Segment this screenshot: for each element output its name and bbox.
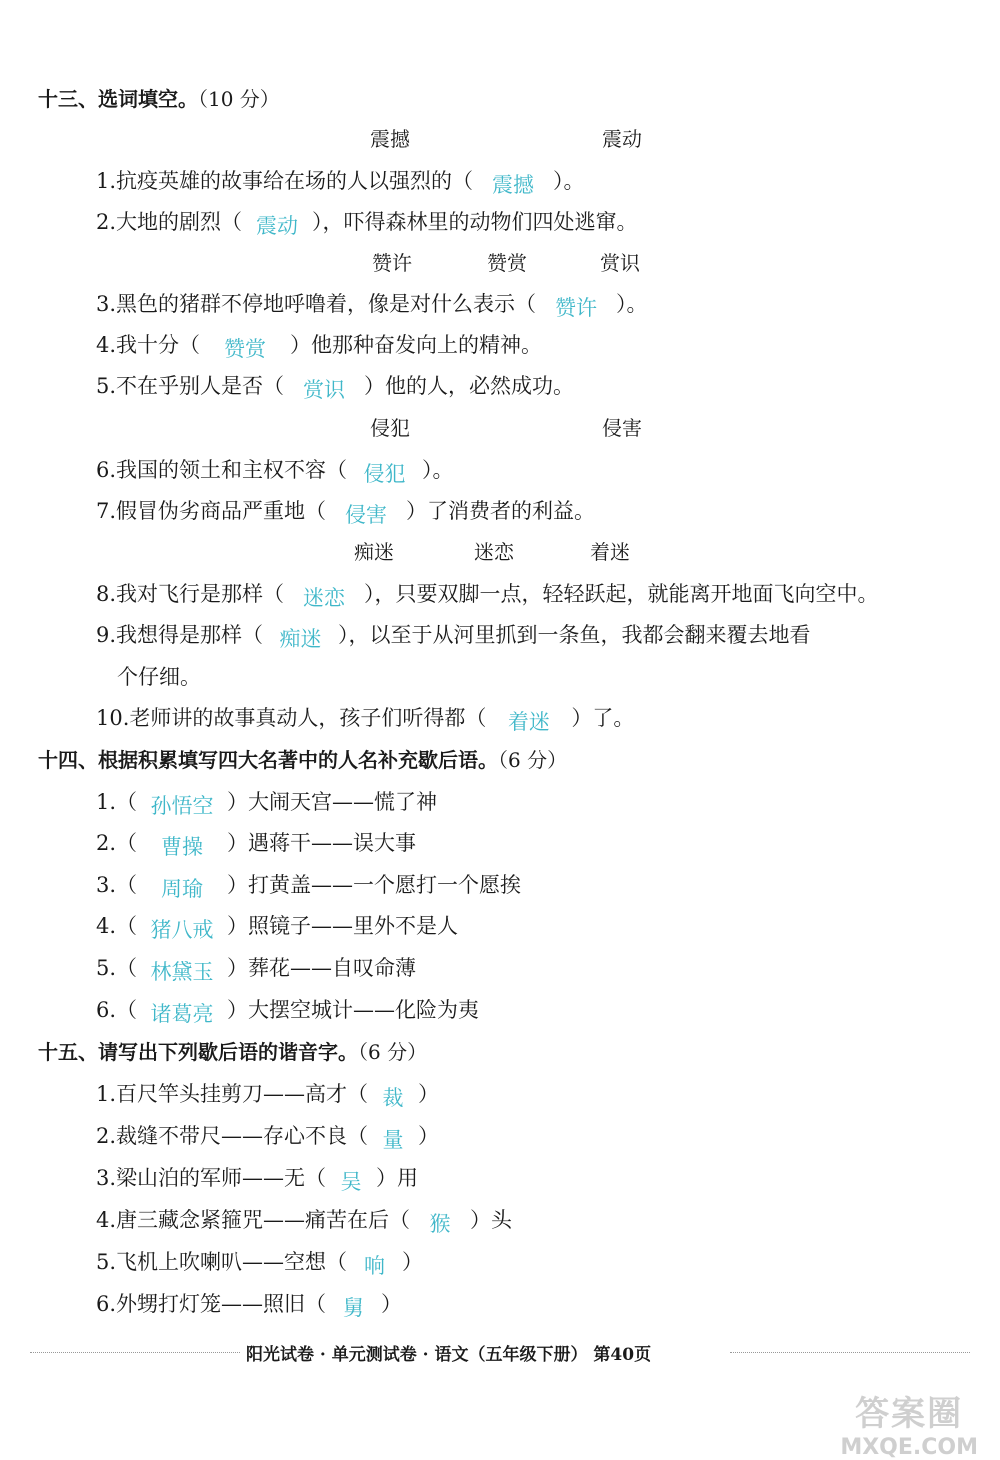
question-number: 9. [96,623,117,647]
question-number: 6. [96,1292,117,1316]
answer: 诸葛亮 [150,1002,214,1026]
question-text: ）照镜子——里外不是人 [227,914,459,938]
section-14-title [38,745,567,775]
section-13-points: （10 分） [198,87,280,111]
answer: 曹操 [161,835,204,859]
answer: 侵害 [345,503,388,527]
section-15-points: （6 分） [358,1040,428,1064]
section-15-title [38,1037,427,1067]
question-15-6 [96,1289,402,1319]
section-15-heading: 十五、请写出下列歇后语的谐音字。 [38,1040,358,1064]
question-13-9 [96,620,811,650]
question-text: ） [381,1292,403,1316]
answer: 响 [364,1254,386,1278]
open-paren: （ [116,914,138,938]
word-option: 震撼 [370,127,410,151]
answer: 着迷 [507,710,550,734]
word-option: 痴迷 [354,540,394,564]
question-text: ）。 [422,458,454,482]
question-15-2 [96,1121,439,1151]
question-number: 1. [96,169,117,193]
question-text: ），只要双脚一点，轻轻跃起，就能离开地面飞向空中。 [364,582,879,606]
question-text: ），吓得森林里的动物们四处逃窜。 [312,210,638,234]
question-text: ） [418,1124,440,1148]
question-number: 6. [96,458,117,482]
answer: 侵犯 [363,462,406,486]
question-text: 唐三藏念紧箍咒——痛苦在后（ [116,1208,411,1232]
answer: 迷恋 [303,586,346,610]
answer: 赞赏 [224,337,267,361]
answer: 痴迷 [279,627,322,651]
question-text: 我想得是那样（ [116,623,264,647]
question-text: ）葬花——自叹命薄 [227,956,417,980]
question-number: 3. [96,873,117,897]
section-14-heading: 十四、根据积累填写四大名著中的人名补充歇后语。 [38,748,498,772]
question-number: 1. [96,1082,117,1106]
question-15-1 [96,1079,439,1109]
question-text: ），以至于从河里抓到一条鱼，我都会翻来覆去地看 [338,623,811,647]
question-text: 我十分（ [116,333,201,357]
word-option: 赏识 [600,251,640,275]
question-text: ）。 [553,169,585,193]
answer: 吴 [340,1170,362,1194]
question-number: 3. [96,1166,117,1190]
question-13-3 [96,289,648,319]
question-text: ）了。 [571,706,635,730]
answer: 舅 [343,1296,365,1320]
question-number: 2. [96,1124,117,1148]
question-number: 3. [96,292,117,316]
footer-divider-left [30,1352,240,1353]
question-13-2 [96,207,638,237]
footer-text: 阳光试卷 · 单元测试卷 · 语文（五年级下册） 第40页 [246,1345,652,1365]
watermark [840,1386,978,1460]
question-number: 7. [96,499,117,523]
question-14-1 [96,787,437,817]
question-13-1 [96,166,585,196]
question-number: 4. [96,1208,117,1232]
question-number: 2. [96,831,117,855]
question-number: 4. [96,333,117,357]
question-text: ） [418,1082,440,1106]
answer: 震撼 [492,173,535,197]
question-number: 8. [96,582,117,606]
section-13-title [38,84,280,114]
page-footer [0,1338,1000,1368]
question-text: ）用 [376,1166,419,1190]
word-option: 着迷 [590,540,630,564]
answer: 孙悟空 [150,794,214,818]
question-number: 2. [96,210,117,234]
question-text: ） [402,1250,424,1274]
question-text: 飞机上吹喇叭——空想（ [116,1250,348,1274]
question-14-3 [96,870,521,900]
question-text: ）他的人，必然成功。 [364,374,575,398]
question-number: 1. [96,790,117,814]
open-paren: （ [116,873,138,897]
question-text: 梁山泊的军师——无（ [116,1166,327,1190]
answer: 猴 [429,1212,451,1236]
question-15-4 [96,1205,512,1235]
question-number: 6. [96,998,117,1022]
question-13-5 [96,371,574,401]
question-text: 黑色的猪群不停地呼噜着，像是对什么表示（ [116,292,537,316]
word-option: 震动 [602,127,642,151]
word-option: 赞许 [372,251,412,275]
question-14-6 [96,995,479,1025]
question-text: 不在乎别人是否（ [116,374,285,398]
question-13-4 [96,330,542,360]
open-paren: （ [116,831,138,855]
question-text: 抗疫英雄的故事给在场的人以强烈的（ [116,169,474,193]
question-13-10 [96,703,634,733]
open-paren: （ [116,956,138,980]
question-13-9-continued: 个仔细。 [117,665,201,689]
question-text: 我国的领土和主权不容（ [116,458,348,482]
open-paren: （ [116,998,138,1022]
question-text: ）大摆空城计——化险为夷 [227,998,480,1022]
section-13-heading: 十三、选词填空。 [38,87,198,111]
watermark-site: MXQE.COM [840,1435,978,1460]
answer: 猪八戒 [150,918,214,942]
footer-divider-right [730,1352,970,1353]
question-number: 5. [96,1250,117,1274]
question-text: ）了消费者的利益。 [406,499,596,523]
question-text: ）大闹天宫——慌了神 [227,790,438,814]
question-number: 4. [96,914,117,938]
question-text: ）遇蒋干——误大事 [227,831,417,855]
question-number: 5. [96,374,117,398]
question-text: 外甥打灯笼——照旧（ [116,1292,327,1316]
question-14-5 [96,953,416,983]
question-text: 裁缝不带尺——存心不良（ [116,1124,369,1148]
question-text: ）。 [616,292,648,316]
question-text: 我对飞行是那样（ [116,582,285,606]
answer: 震动 [256,214,299,238]
question-number: 10. [96,706,130,730]
question-text: ）他那种奋发向上的精神。 [290,333,543,357]
question-text: 假冒伪劣商品严重地（ [116,499,327,523]
word-option: 赞赏 [487,251,527,275]
answer: 林黛玉 [150,960,214,984]
answer: 赞许 [555,296,598,320]
question-13-6 [96,455,454,485]
answer: 赏识 [303,378,346,402]
answer: 量 [382,1128,404,1152]
word-option: 迷恋 [474,540,514,564]
word-option: 侵害 [602,416,642,440]
question-text: ）打黄盖——一个愿打一个愿挨 [227,873,522,897]
question-14-2 [96,828,416,858]
watermark-logo: 答案圈 [855,1394,964,1434]
question-15-3 [96,1163,418,1193]
word-option: 侵犯 [370,416,410,440]
section-14-points: （6 分） [498,748,568,772]
question-text: ）头 [470,1208,513,1232]
question-13-7 [96,496,595,526]
question-number: 5. [96,956,117,980]
question-text: 大地的剧烈（ [116,210,243,234]
question-15-5 [96,1247,423,1277]
answer: 周瑜 [161,877,204,901]
question-text: 百尺竿头挂剪刀——高才（ [116,1082,369,1106]
question-text: 老师讲的故事真动人，孩子们听得都（ [129,706,487,730]
question-13-8 [96,579,879,609]
question-14-4 [96,911,458,941]
open-paren: （ [116,790,138,814]
answer: 裁 [382,1086,404,1110]
